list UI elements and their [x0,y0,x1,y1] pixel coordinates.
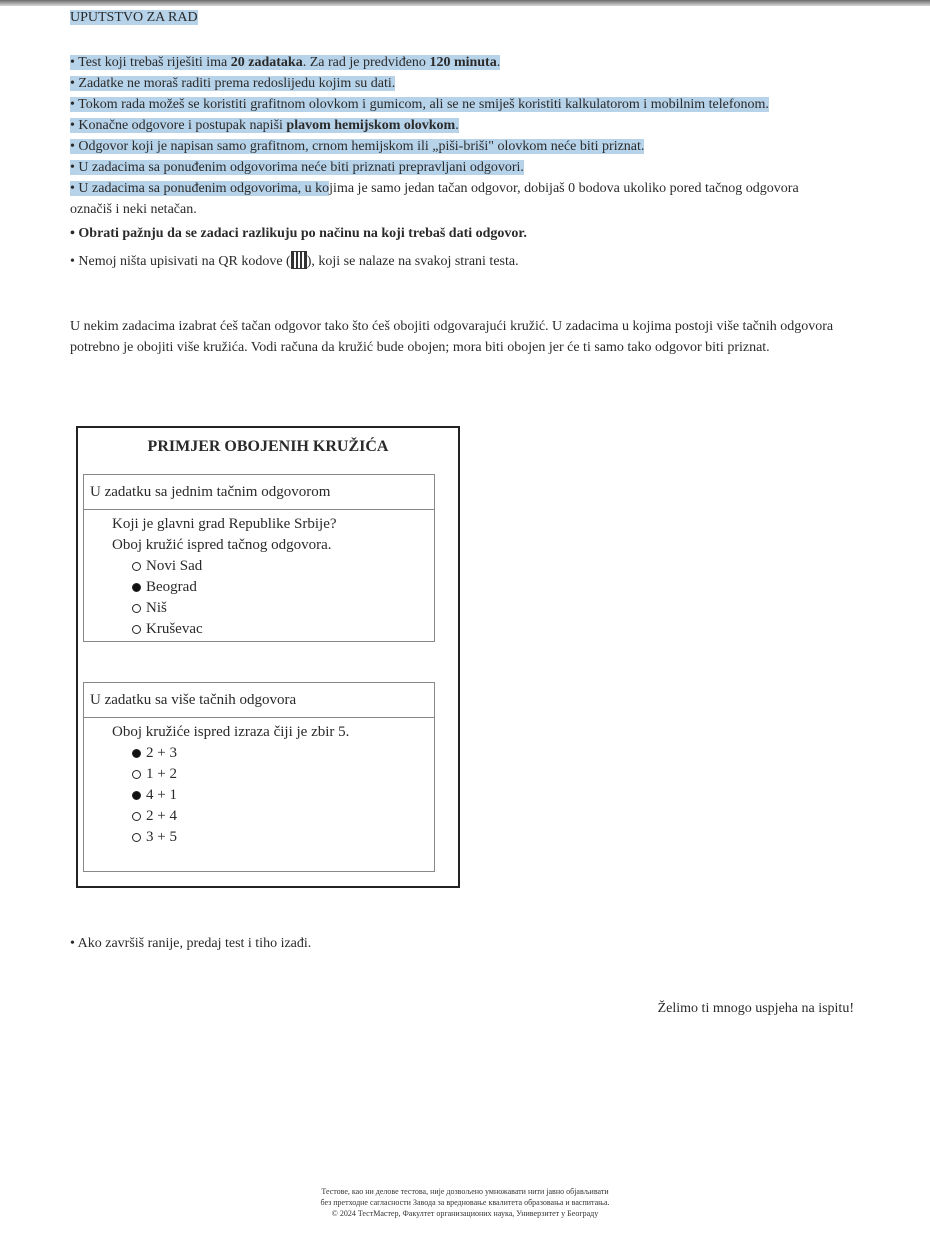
multi-options [112,743,434,848]
empty-circle-icon [132,833,141,842]
page-title: UPUTSTVO ZA RAD [70,10,198,25]
footer-line: Тестове, као ни делове тестова, није дозвољено умножавати нити јавно објављивати [321,1187,609,1196]
rule-item: • U zadacima sa ponuđenim odgovorima, u kojima je samo jedan tačan odgovor, dobijaš 0 bodova ukoliko pored tačnog odgovora označiš i neki netačan. [70,181,799,217]
answer-option [112,785,434,806]
answer-option [112,598,434,619]
answer-option [112,806,434,827]
multi-answer-example [83,682,435,872]
filled-circle-icon [132,791,141,800]
answer-option [112,577,434,598]
answer-option-label: 2 + 3 [146,745,177,761]
example-title: PRIMJER OBOJENIH KRUŽIĆA [147,438,389,455]
example-box [76,426,460,888]
example-instruction: Oboj kružiće ispred izraza čiji je zbir 5. [112,724,350,740]
answer-option [112,743,434,764]
answer-option [112,556,434,577]
empty-circle-icon [132,770,141,779]
answer-option [112,827,434,848]
single-options [112,556,434,640]
single-answer-example [83,474,435,642]
rule-item: • Nemoj ništa upisivati na QR kodove ( ), koji se nalaze na svakoj strani testa. [70,251,840,272]
single-answer-heading: U zadatku sa jednim tačnim odgovorom [84,475,434,510]
good-luck-message: Želimo ti mnogo uspjeha na ispitu! [657,1001,854,1016]
instructions-paragraph: U nekim zadacima izabrat ćeš tačan odgovor tako što ćeš obojiti odgovarajući kružić. U zadacima u kojima postoji više tačnih odgovora potrebno je obojiti više kružića. Vodi računa da kružić bude obojen; mora biti obojen jer će ti samo tako odgovor biti priznat. [70,319,834,355]
empty-circle-icon [132,812,141,821]
window-top-edge [0,0,930,6]
footer-line: без претходне сагласности Завода за вредновање квалитета образовања и васпитања. [320,1198,610,1207]
answer-option-label: Kruševac [146,621,203,637]
answer-option-label: 3 + 5 [146,829,177,845]
rule-item: • Konačne odgovore i postupak napiši plavom hemijskom olovkom. [70,118,459,133]
answer-option-label: Beograd [146,579,197,595]
empty-circle-icon [132,604,141,613]
answer-option-label: Novi Sad [146,558,203,574]
multi-answer-heading: U zadatku sa više tačnih odgovora [84,683,434,718]
rules-list [70,52,840,272]
rule-item: • Odgovor koji je napisan samo grafitnom, crnom hemijskom ili „piši-briši" olovkom neće biti priznat. [70,139,645,154]
copyright-footer [0,1186,930,1219]
rule-item: • Zadatke ne moraš raditi prema redoslijedu kojim su dati. [70,76,396,91]
answer-option-label: Niš [146,600,167,616]
answer-option-label: 2 + 4 [146,808,177,824]
rule-item: • Obrati pažnju da se zadaci razlikuju po načinu na koji trebaš dati odgovor. [70,226,527,241]
empty-circle-icon [132,562,141,571]
rule-item: • U zadacima sa ponuđenim odgovorima neće biti priznati prepravljani odgovori. [70,160,524,175]
rule-item: • Test koji trebaš riješiti ima 20 zadataka. Za rad je predviđeno 120 minuta. [70,55,501,70]
filled-circle-icon [132,583,141,592]
example-instruction: Oboj kružić ispred tačnog odgovora. [112,537,332,553]
example-question: Koji je glavni grad Republike Srbije? [112,516,337,532]
empty-circle-icon [132,625,141,634]
filled-circle-icon [132,749,141,758]
answer-option [112,764,434,785]
finish-note: • Ako završiš ranije, predaj test i tiho izađi. [70,936,312,951]
answer-option-label: 1 + 2 [146,766,177,782]
footer-line: © 2024 ТестМастер, Факултет организационих наука, Универзитет у Београду [331,1209,599,1218]
qr-code-icon [291,251,307,269]
answer-option-label: 4 + 1 [146,787,177,803]
rule-item: • Tokom rada možeš se koristiti grafitnom olovkom i gumicom, ali se ne smiješ koristiti kalkulatorom i mobilnim telefonom. [70,97,769,112]
answer-option [112,619,434,640]
